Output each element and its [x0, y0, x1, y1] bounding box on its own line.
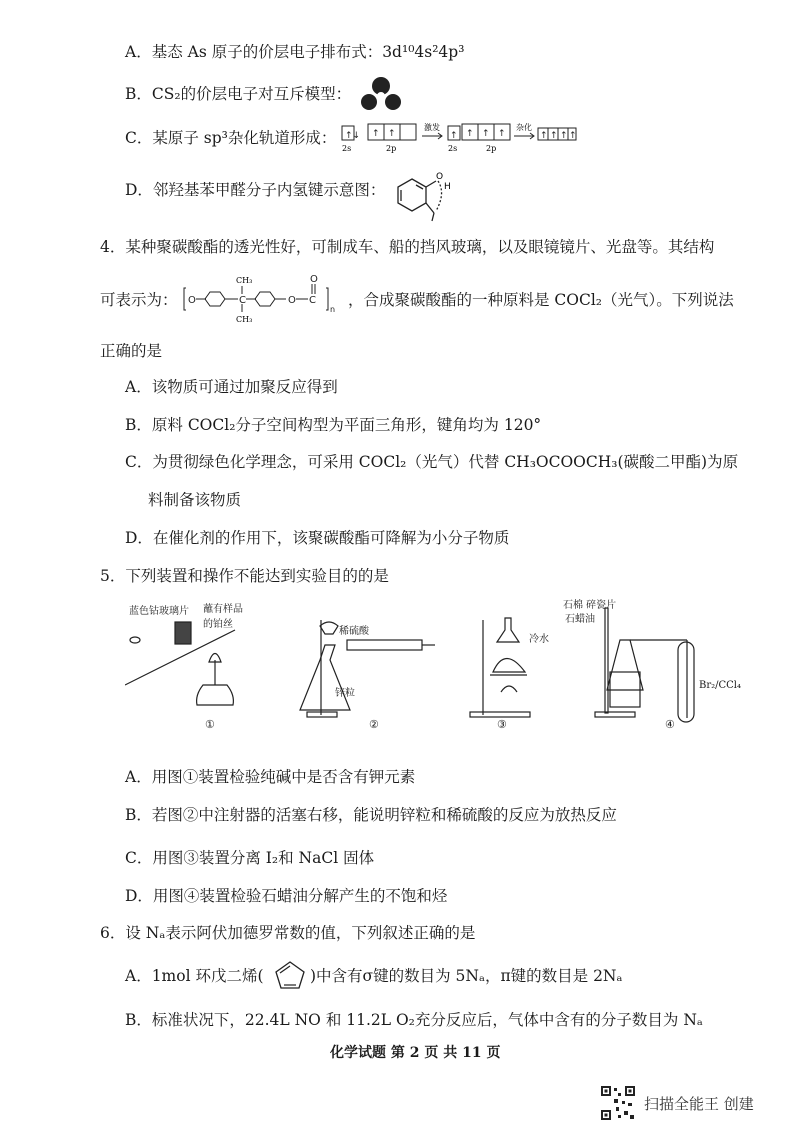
figure-2-number: ②: [369, 718, 379, 731]
q4-stem-line-2-prefix: 可表示为：: [100, 291, 178, 309]
q4-option-c-line-2: 料制备该物质: [148, 491, 242, 509]
figure-4-number: ④: [665, 718, 675, 731]
orbital-2p-label: 2p: [386, 144, 397, 153]
cold-water-label: 冷水: [529, 634, 549, 645]
q3-option-d: D．邻羟基苯甲醛分子内氢键示意图：: [125, 181, 386, 199]
q4-stem-line-3: 正确的是: [100, 342, 163, 360]
paraffin-oil-label: 石蜡油: [565, 614, 595, 625]
svg-text:O: O: [436, 172, 444, 182]
q4-option-c-line-1: C．为贯彻绿色化学理念，可采用 COCl₂（光气）代替 CH₃OCOOCH₃(碳酸二甲酯)为原: [125, 453, 739, 471]
q6-option-a-suffix: )中含有σ键的数目为 5Nₐ，π键的数目是 2Nₐ: [310, 967, 623, 985]
ch3-bottom-label: CH₃: [236, 315, 253, 324]
scanner-watermark-text: 扫描全能王 创建: [644, 1094, 754, 1113]
q5-option-b: B．若图②中注射器的活塞右移，能说明锌粒和稀硫酸的反应为放热反应: [125, 806, 617, 824]
orbital-2s-label-2: 2s: [448, 144, 458, 153]
scanner-watermark: [600, 1085, 754, 1121]
q5-apparatus-figure: [125, 600, 742, 740]
q5-option-c: C．用图③装置分离 I₂和 NaCl 固体: [125, 849, 375, 867]
svg-text:↑: ↑: [540, 131, 548, 141]
sp3-orbital-diagram: [338, 118, 578, 160]
q4-option-d: D．在催化剂的作用下，该聚碳酸酯可降解为小分子物质: [125, 529, 510, 547]
svg-text:↑: ↑: [498, 129, 506, 139]
br2-ccl4-label: Br₂/CCl₄: [699, 680, 742, 691]
svg-text:H: H: [444, 182, 451, 192]
platinum-wire-label: 蘸有样品的铂丝: [203, 604, 243, 630]
zinc-granule-label: 锌粒: [335, 688, 355, 699]
q6-stem: 6．设 Nₐ表示阿伏加德罗常数的值，下列叙述正确的是: [100, 924, 476, 942]
figure-3-number: ③: [497, 718, 507, 731]
q4-stem-line-1: 4．某种聚碳酸酯的透光性好，可制成车、船的挡风玻璃，以及眼镜镜片、光盘等。其结构: [100, 238, 715, 256]
q5-option-d: D．用图④装置检验石蜡油分解产生的不饱和烃: [125, 887, 448, 905]
q6-option-a-prefix: A．1mol 环戊二烯(: [125, 967, 264, 985]
q4-stem-line-2-suffix: ，合成聚碳酸酯的一种原料是 COCl₂（光气）。下列说法: [348, 291, 734, 309]
svg-text:O: O: [288, 295, 296, 306]
svg-text:↑: ↑: [388, 129, 396, 139]
svg-text:↑: ↑: [482, 129, 490, 139]
q5-option-a: A．用图①装置检验纯碱中是否含有钾元素: [125, 768, 416, 786]
asbestos-label: 石棉 碎瓷片: [563, 600, 617, 611]
excite-label: 激发: [424, 123, 440, 132]
hybrid-label: 杂化: [516, 123, 532, 132]
salicylaldehyde-structure-icon: [392, 165, 452, 225]
dilute-sulfuric-acid-label: 稀硫酸: [339, 626, 369, 637]
svg-text:↑: ↑: [560, 131, 568, 141]
q5-stem: 5．下列装置和操作不能达到实验目的的是: [100, 567, 389, 585]
orbital-2s-label: 2s: [342, 144, 352, 153]
svg-text:↑: ↑: [450, 131, 458, 141]
figure-1-number: ①: [205, 718, 215, 731]
q3-option-a: A．基态 As 原子的价层电子排布式：3d¹⁰4s²4p³: [125, 43, 465, 61]
ch3-top-label: CH₃: [236, 276, 253, 285]
qr-code-icon: [600, 1085, 636, 1121]
svg-text:C: C: [239, 295, 246, 306]
svg-text:↑: ↑: [550, 131, 558, 141]
svg-text:O: O: [188, 295, 196, 306]
svg-text:↑↓: ↑↓: [345, 131, 361, 141]
svg-text:O: O: [310, 274, 318, 285]
page-footer: 化学试题 第 2 页 共 11 页: [330, 1045, 501, 1061]
svg-text:n: n: [330, 305, 336, 314]
q4-option-a: A．该物质可通过加聚反应得到: [125, 378, 338, 396]
q3-option-b: B．CS₂的价层电子对互斥模型：: [125, 85, 352, 103]
blue-glass-label: 蓝色钴玻璃片: [129, 606, 189, 617]
svg-text:↑: ↑: [372, 129, 380, 139]
q6-option-b: B．标准状况下，22.4L NO 和 11.2L O₂充分反应后，气体中含有的分子数目为 Nₐ: [125, 1011, 703, 1029]
orbital-2p-label-2: 2p: [486, 144, 497, 153]
svg-text:↑: ↑: [569, 131, 577, 141]
cyclopentadiene-icon: [272, 958, 308, 992]
svg-text:↑: ↑: [466, 129, 474, 139]
polycarbonate-structure: [180, 270, 345, 325]
q3-option-c: C．某原子 sp³杂化轨道形成：: [125, 129, 337, 147]
svg-text:C: C: [309, 295, 316, 306]
q4-option-b: B．原料 COCl₂分子空间构型为平面三角形，键角均为 120°: [125, 416, 542, 434]
cs2-vsepr-model-icon: [355, 74, 407, 114]
